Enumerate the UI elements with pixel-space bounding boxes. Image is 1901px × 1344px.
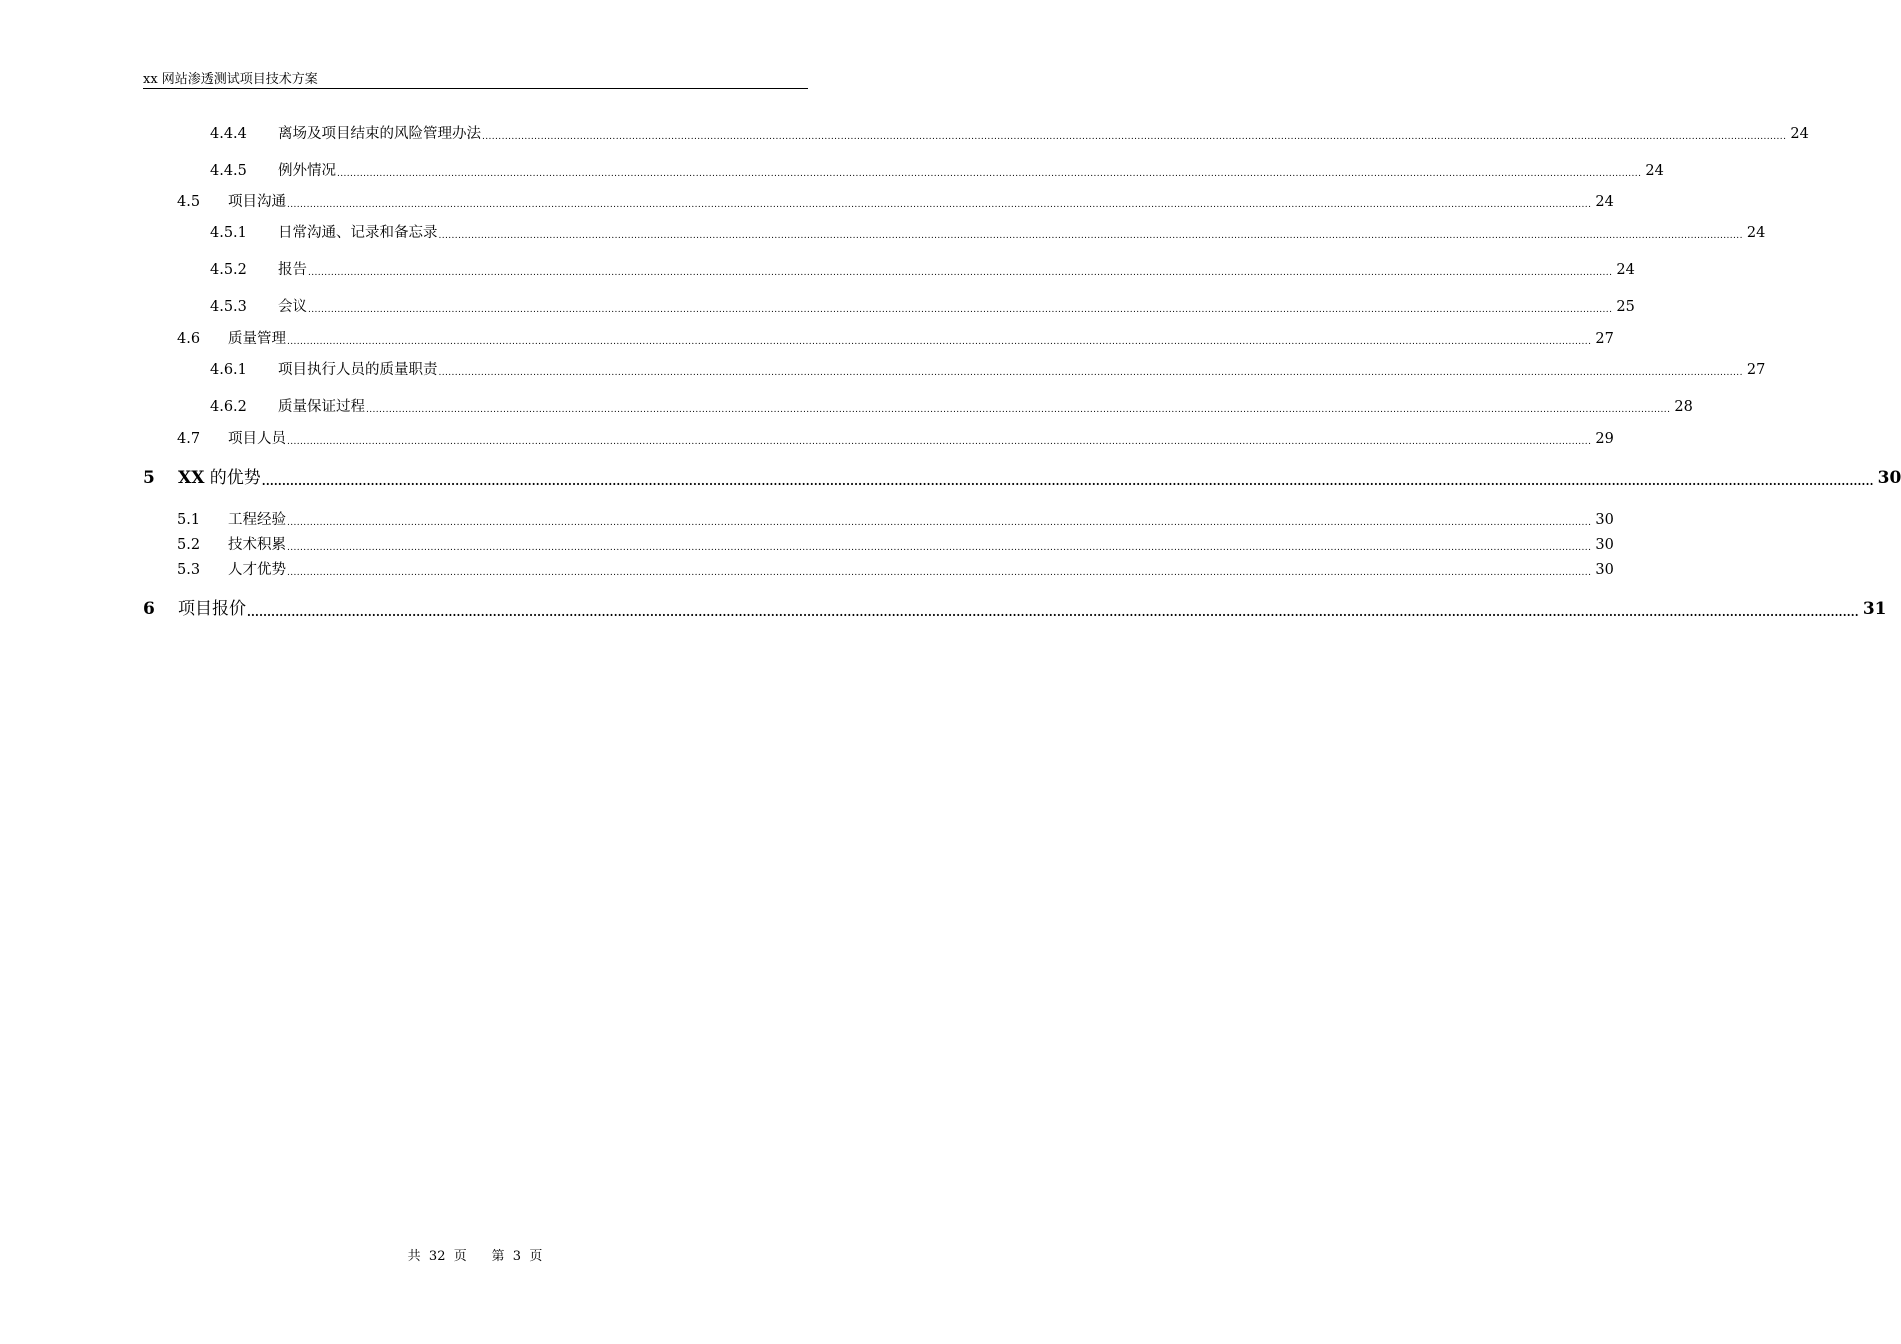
- toc-entry-page: 25: [1616, 299, 1635, 315]
- toc-entry-title: 技术积累: [228, 537, 286, 553]
- toc-entry[interactable]: [210, 260, 1635, 280]
- toc-entry-page: 24: [1790, 126, 1809, 142]
- toc-dot-leader: ................................................................................................................................................................................................................................................................................................................................................................................................................: [308, 305, 1613, 315]
- toc-entry-title: 质量管理: [228, 331, 286, 347]
- toc-dot-leader: ................................................................................................................................................................................................................................................................................................................................................................................................................: [287, 200, 1592, 210]
- page-footer: 共 32 页 第 3 页: [407, 1249, 543, 1264]
- toc-entry-page: 24: [1595, 194, 1614, 210]
- toc-dot-leader: ................................................................................................................................................................................................................................................................................................................................................................................................................: [287, 437, 1592, 447]
- toc-entry[interactable]: [210, 223, 1766, 243]
- toc-entry-title: 质量保证过程: [278, 399, 365, 415]
- toc-dot-leader: ................................................................................................................................................................................................................................................................................................................................................................................................................: [482, 132, 1787, 142]
- toc-entry[interactable]: [210, 161, 1664, 181]
- toc-dot-leader: ................................................................................................................................................................................................................................................................................................................................................................................................................: [287, 518, 1592, 528]
- toc-entry-page: 29: [1595, 431, 1614, 447]
- toc-dot-leader: ................................................................................................................................................................................................................................................................................................................................................................................................................: [287, 543, 1592, 553]
- toc-entry-title: [178, 466, 261, 490]
- toc-entry-page: 27: [1746, 362, 1766, 378]
- toc-dot-leader: ................................................................................................................................................................................................................................................................................................................................................................................................................: [438, 368, 1743, 378]
- toc-entry-page: 28: [1674, 399, 1693, 415]
- toc-entry-page: 31: [1862, 599, 1887, 619]
- document-header-title: xx 网站渗透测试项目技术方案: [143, 72, 318, 87]
- toc-entry[interactable]: [210, 397, 1693, 417]
- toc-entry-number: 4.6.2: [210, 399, 247, 415]
- toc-entry-number: 4.7: [177, 431, 201, 447]
- toc-entry-number: 5.3: [177, 562, 201, 578]
- toc-entry-number: 4.4.4: [210, 126, 247, 142]
- toc-entry-number: 5.2: [177, 537, 201, 553]
- toc-entry[interactable]: [210, 124, 1809, 144]
- toc-entry-title: 报告: [278, 262, 307, 278]
- toc-entry-page: 27: [1595, 331, 1614, 347]
- toc-entry-title: 项目人员: [228, 431, 286, 447]
- toc-entry-page: 30: [1595, 512, 1614, 528]
- toc-dot-leader: ................................................................................................................................................................................................................................................................................................................................................................................................................: [287, 337, 1592, 347]
- toc-entry-page: 30: [1595, 562, 1614, 578]
- toc-entry[interactable]: [177, 560, 1614, 580]
- toc-entry-title: 离场及项目结束的风险管理办法: [278, 126, 481, 142]
- toc-dot-leader: ................................................................................................................................................................................................................................................................................................................................................................................................................: [261, 475, 1874, 488]
- toc-entry-title: 项目报价: [178, 599, 246, 619]
- toc-entry-title: 项目沟通: [228, 194, 286, 210]
- toc-entry-number: 4.5: [177, 194, 201, 210]
- toc-entry-page: 24: [1645, 163, 1664, 179]
- toc-entry-page: 30: [1595, 537, 1614, 553]
- toc-entry-title-rest: 的优势: [204, 468, 261, 488]
- toc-dot-leader: ................................................................................................................................................................................................................................................................................................................................................................................................................: [247, 606, 1859, 619]
- toc-entry[interactable]: [177, 329, 1614, 349]
- toc-entry-number: 4.6.1: [210, 362, 247, 378]
- header-divider: [143, 88, 808, 89]
- toc-dot-leader: ................................................................................................................................................................................................................................................................................................................................................................................................................: [287, 568, 1592, 578]
- toc-entry-number: 5: [143, 468, 155, 488]
- toc-entry[interactable]: [177, 535, 1614, 555]
- toc-entry-number: 4.5.1: [210, 225, 247, 241]
- toc-entry-number: 4.5.2: [210, 262, 247, 278]
- toc-entry[interactable]: [177, 192, 1614, 212]
- toc-dot-leader: ................................................................................................................................................................................................................................................................................................................................................................................................................: [438, 231, 1743, 241]
- toc-dot-leader: ................................................................................................................................................................................................................................................................................................................................................................................................................: [337, 169, 1642, 179]
- toc-entry[interactable]: [210, 297, 1635, 317]
- toc-entry[interactable]: [177, 429, 1614, 449]
- toc-entry-title: 例外情况: [278, 163, 336, 179]
- toc-entry-page: 30: [1877, 468, 1901, 488]
- toc-entry[interactable]: [177, 510, 1614, 530]
- toc-dot-leader: ................................................................................................................................................................................................................................................................................................................................................................................................................: [308, 268, 1613, 278]
- toc-entry-number: 6: [143, 599, 155, 619]
- toc-entry[interactable]: [210, 360, 1766, 380]
- toc-entry-title: 日常沟通、记录和备忘录: [278, 225, 438, 241]
- toc-entry-number: 5.1: [177, 512, 201, 528]
- toc-entry-number: 4.4.5: [210, 163, 247, 179]
- toc-dot-leader: ................................................................................................................................................................................................................................................................................................................................................................................................................: [366, 405, 1671, 415]
- toc-entry-number: 4.5.3: [210, 299, 247, 315]
- toc-entry-number: 4.6: [177, 331, 201, 347]
- toc-chapter-entry[interactable]: [143, 597, 1887, 621]
- toc-entry-title: 会议: [278, 299, 307, 315]
- toc-entry-title: 人才优势: [228, 562, 286, 578]
- toc-entry-page: 24: [1746, 225, 1766, 241]
- toc-entry-title-bold: XX: [178, 468, 205, 488]
- toc-chapter-entry[interactable]: [143, 466, 1901, 490]
- toc-entry-title: 工程经验: [228, 512, 286, 528]
- toc-entry-page: 24: [1616, 262, 1635, 278]
- toc-entry-title: 项目执行人员的质量职责: [278, 362, 438, 378]
